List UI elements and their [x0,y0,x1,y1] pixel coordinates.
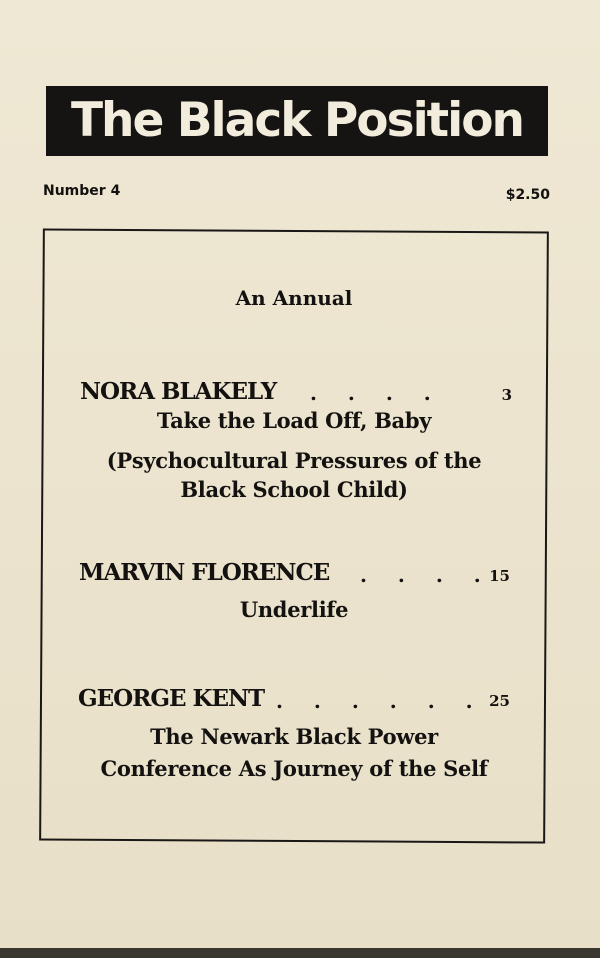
entry-1-page: 3 [501,386,512,404]
entry-2-leader: . . . . [360,563,493,587]
entry-3-title-line-2: Conference As Journey of the Self [100,756,488,781]
entry-1-leader: . . . . [310,381,443,405]
contents-frame [39,228,549,843]
entry-1-title-line-3: Black School Child) [180,477,408,502]
price: $2.50 [505,187,550,203]
entry-3-author: GEORGE KENT [78,685,265,712]
entry-3-title-line-1: The Newark Black Power [150,724,438,749]
entry-1-title-line-1: Take the Load Off, Baby [156,408,432,433]
entry-2-author: MARVIN FLORENCE [79,559,330,586]
issue-number: Number 4 [43,183,121,199]
bottom-edge [0,948,600,958]
entry-2-page: 15 [489,567,510,585]
journal-subtitle: An Annual [235,286,353,310]
entry-3-page: 25 [489,692,510,710]
entry-3-leader: . . . . . . [276,689,485,713]
entry-1-title-line-2: (Psychocultural Pressures of the [106,448,482,473]
entry-1-author: NORA BLAKELY [80,378,277,405]
entry-2-title-line-1: Underlife [239,597,349,622]
journal-title: The Black Position [46,86,548,156]
